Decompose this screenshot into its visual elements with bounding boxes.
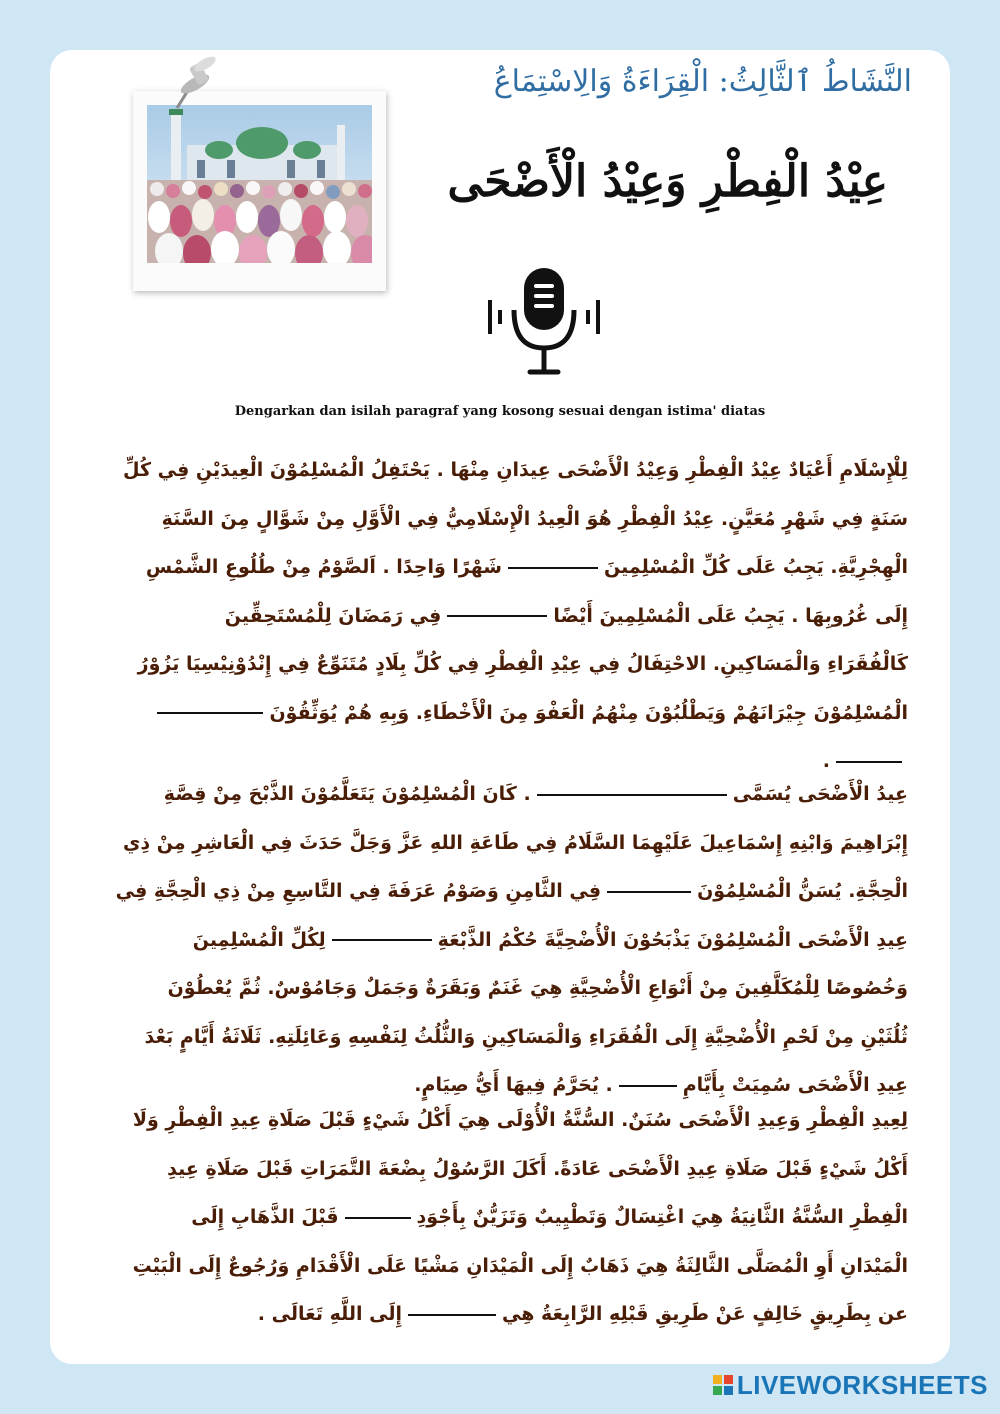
- text-line: [88, 640, 908, 689]
- text-segment: الْهِجْرِيَّةِ. يَجِبُ عَلَى كُلِّ الْمُسْلِمِينَ: [603, 556, 908, 578]
- blank-fill-input[interactable]: [508, 567, 598, 569]
- blank-fill-input[interactable]: [408, 1314, 496, 1316]
- text-line: [88, 689, 908, 738]
- liveworksheets-logo[interactable]: [713, 1370, 988, 1400]
- mosque-photo: [147, 105, 372, 263]
- text-line: [88, 916, 908, 965]
- activity-title: النَّشَاطُ ٱلثَّالِثُ: الْقِرَاءَةُ وَالِاسْتِمَاعُ: [493, 64, 912, 99]
- pushpin-icon: [165, 52, 225, 112]
- text-segment: عِيدِ الْأَضْحَى سُمِيَتْ بِأَيَّامِ: [682, 1074, 908, 1096]
- text-segment: عن بِطَرِيقٍ خَالِفٍ عَنْ طَرِيقِ قَبْلِهِ الرَّابِعَةُ هِي: [502, 1303, 908, 1325]
- text-segment: ثُلُثَيْنِ مِنْ لَحْمِ الْأُضْحِيَّةِ إِلَى الْفُقَرَاءِ وَالْمَسَاكِينِ وَالثُّلُثُ لِنَفْسِهِ وَعَائِلَتِهِ. ثَلَاثَةُ أَيَّامٍ بَعْدَ: [144, 1025, 908, 1048]
- text-line: [88, 495, 908, 544]
- microphone-icon[interactable]: [486, 262, 602, 378]
- text-line: [88, 1096, 908, 1145]
- paragraph-eid-sunnahs: [88, 1096, 908, 1339]
- text-segment: أَكْلُ شَيْءٍ قَبْلَ صَلَاةِ عِيدِ الْأَضْحَى عَادَةً. أَكَلَ الرَّسُوْلُ بِضْعَةَ التَّمَرَاتِ قَبْلَ صَلَاةِ عِيدِ: [167, 1157, 908, 1180]
- text-line: [88, 1145, 908, 1194]
- text-segment: لِكُلِّ الْمُسْلِمِينَ: [192, 928, 326, 951]
- text-line: [88, 592, 908, 641]
- main-title: عِيْدُ الْفِطْرِ وَعِيْدُ الْأَضْحَى: [447, 156, 888, 207]
- brand-name: LIVEWORKSHEETS: [736, 1369, 988, 1400]
- text-segment: . كَانَ الْمُسْلِمُوْنَ يَتَعَلَّمُوْنَ الذَّبْحَ مِنْ قِصَّةِ: [163, 783, 531, 805]
- mosque-crowd-illustration: [147, 105, 372, 263]
- blank-fill-input[interactable]: [157, 712, 263, 714]
- text-segment: كَالْفُقَرَاءِ وَالْمَسَاكِينِ. الاحْتِفَالُ فِي عِيْدِ الْفِطْرِ فِي كُلِّ بِلَادٍ مُتَنَوِّعٌ فِي إِنْدُوْنِيْسِيَا يَزُوْرُ: [137, 653, 908, 675]
- text-segment: لِعِيدِ الْفِطْرِ وَعِيدِ الْأَضْحَى سُنَنٌ. السُّنَّةُ الْأُوْلَى هِيَ أَكْلُ شَيْءٍ قَبْلَ صَلَاةِ عِيدِ الْفِطْرِ وَلَا: [132, 1109, 908, 1131]
- text-segment: وَخُصُوصًا لِلْمُكَلَّفِينَ مِنْ أَنْوَاعِ الْأُضْحِيَّةِ هِيَ غَنَمٌ وَبَقَرَةٌ وَجَمَلٌ وَجَامُوْسٌ. ثُمَّ يُعْطُوْنَ: [167, 977, 908, 999]
- blank-fill-input[interactable]: [332, 939, 432, 941]
- text-line: [88, 1013, 908, 1062]
- blank-fill-input[interactable]: [619, 1085, 677, 1087]
- text-segment: الْحِجَّةِ. يُسَنُّ الْمُسْلِمُوْنَ: [697, 880, 908, 902]
- liveworksheets-mark-icon: [713, 1375, 733, 1395]
- text-line: [88, 543, 908, 592]
- text-segment: إِلَى اللَّهِ تَعَالَى .: [257, 1303, 403, 1325]
- text-line: [88, 1242, 908, 1291]
- text-segment: لِلْإِسْلَامِ أَعْيَادٌ عِيْدُ الْفِطْرِ وَعِيْدُ الْأَضْحَى عِيدَانِ مِنْهَا . يَحْتَفِلُ الْمُسْلِمُوْنَ الْعِيدَيْنِ فِي كُلِّ: [123, 459, 908, 481]
- blank-fill-input[interactable]: [345, 1217, 411, 1219]
- text-line: [88, 1193, 908, 1242]
- text-segment: الْمَيْدَانِ أَوِ الْمُصَلَّى الثَّالِثَةُ هِيَ ذَهَابٌ إِلَى الْمَيْدَانِ مَشْيًا عَلَى الْأَقْدَامِ وَرُجُوعٌ إِلَى الْبَيْتِ: [132, 1254, 908, 1277]
- text-segment: فِي الثَّامِنِ وَصَوْمُ عَرَفَةَ فِي التَّاسِعِ مِنْ ذِي الْحِجَّةِ فِي: [115, 880, 602, 902]
- text-line: [88, 770, 908, 819]
- paragraph-eid-adha: [88, 770, 908, 1110]
- paragraph-eid-fitr: [88, 446, 908, 786]
- text-segment: الْفِطْرِ السُّنَّةُ الثَّانِيَةُ هِيَ اغْتِسَالٌ وَتَطْيِيبٌ وَتَزَيُّنٌ بِأَجْوَدِ: [416, 1206, 908, 1228]
- blank-fill-input[interactable]: [607, 891, 691, 893]
- text-line: [88, 1290, 908, 1339]
- blank-fill-input[interactable]: [836, 761, 902, 763]
- text-segment: . يُحَرَّمُ فِيهَا أَيُّ صِيَامٍ.: [414, 1074, 613, 1096]
- instruction-text: Dengarkan dan isilah paragraf yang kosong sesuai dengan istima' diatas: [234, 404, 766, 419]
- text-line: [88, 819, 908, 868]
- text-line: [88, 867, 908, 916]
- text-segment: عِيدُ الْأَضْحَى يُسَمَّى: [732, 783, 908, 805]
- text-segment: شَهْرًا وَاحِدًا . اَلصَّوْمُ مِنْ طُلُوعِ الشَّمْسِ: [145, 556, 502, 578]
- text-segment: الْمُسْلِمُوْنَ جِيْرَانَهُمْ وَيَطْلُبُوْنَ مِنْهُمُ الْعَفْوَ مِنَ الْأَخْطَاءِ. وَبِهِ هُمْ يُوَثِّقُوْنَ: [269, 701, 908, 724]
- text-line: [88, 964, 908, 1013]
- text-line: [88, 446, 908, 495]
- text-segment: قَبْلَ الذَّهَابِ إِلَى: [191, 1206, 339, 1228]
- text-segment: عِيدِ الْأَضْحَى الْمُسْلِمُوْنَ يَذْبَحُوْنَ الْأُضْحِيَّةَ حُكْمُ الذَّبْعَةِ: [437, 928, 908, 951]
- text-segment: فِي رَمَضَانَ لِلْمُسْتَحِقِّينَ: [224, 604, 442, 627]
- blank-fill-input[interactable]: [447, 615, 547, 617]
- mosque-photo-frame: [133, 91, 386, 291]
- blank-fill-input[interactable]: [537, 794, 727, 796]
- text-segment: سَنَةٍ فِي شَهْرٍ مُعَيَّنٍ. عِيْدُ الْفِطْرِ هُوَ الْعِيدُ الْإِسْلَامِيُّ فِي الْأَوَّلِ مِنْ شَوَّالٍ مِنَ السَّنَةِ: [161, 507, 908, 530]
- text-segment: إِلَى غُرُوبِهَا . يَجِبُ عَلَى الْمُسْلِمِينَ أَيْضًا: [553, 604, 908, 627]
- text-segment: .: [822, 750, 830, 772]
- text-segment: إِبْرَاهِيمَ وَابْنِهِ إِسْمَاعِيلَ عَلَيْهِمَا السَّلَامُ فِي طَاعَةِ اللهِ عَزَّ وَجَلَّ حَدَثَ فِي الْعَاشِرِ مِنْ ذِي: [123, 831, 908, 854]
